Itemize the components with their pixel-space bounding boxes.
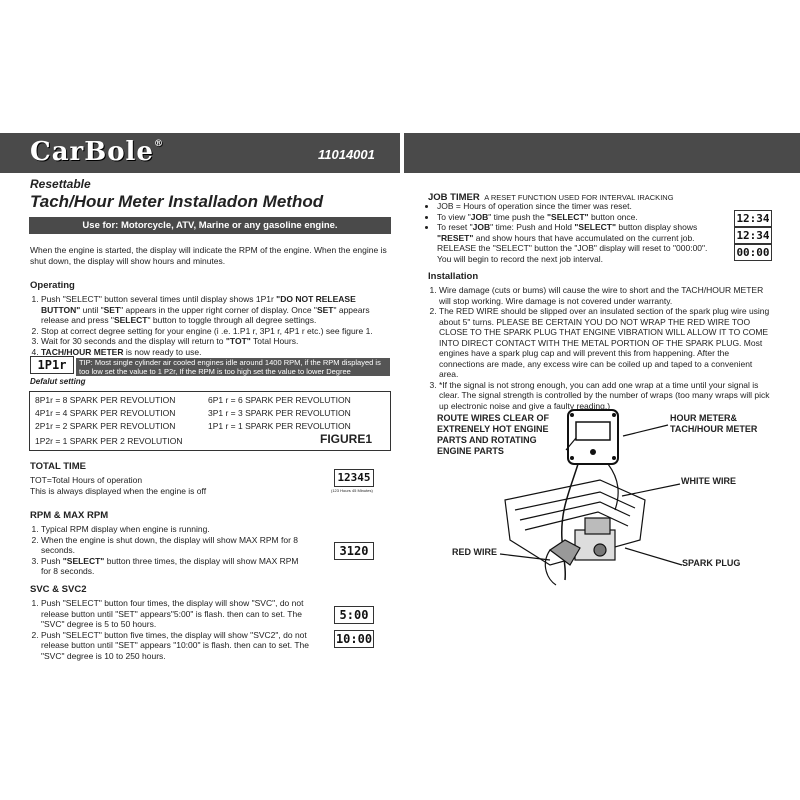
spark-row: 8P1r = 8 SPARK PER REVOLUTION [35,395,176,405]
lcd-rpm: 3120 [334,542,374,560]
hour-meter-label: HOUR METER& TACH/HOUR METER [670,413,758,434]
route-wires-label: ROUTE WIRES CLEAR OF EXTRENELY HOT ENGINE PARTS AND ROTATING ENGINE PARTS [437,413,549,456]
engine-diagram [490,400,690,600]
total-time-line2: This is always displayed when the engine is off [30,486,207,496]
installation-step-3: 3. *If the signal is not strong enough, you can add one wrap at a time until your signal is clear. The signal strength is controlled by the number of wraps (too many wraps will pick up electronic noise and give a faulty reading.) [439,380,773,412]
use-for-bar: Use for: Motorcycle, ATV, Marine or any gasoline engine. [29,217,391,234]
default-setting-label: Defalut setting [30,377,86,386]
operating-step-2: 2. Stop at correct degree setting for your engine (i .e. 1.P1 r, 3P1 r, 4P1 r etc.) see figure 1. [41,326,390,337]
spark-row: 1P2r = 1 SPARK PER 2 REVOLUTION [35,436,183,446]
operating-steps [30,294,390,357]
total-time-line1: TOT=Total Hours of operation [30,475,143,485]
lcd-job2: 12:34 [734,227,772,244]
header-divider [400,133,404,173]
brand-logo: CarBole® [30,137,164,167]
installation-step-1: 1. Wire damage (cuts or bums) will cause the wire to short and the TACH/HOUR METER will stop working. Wire damage is not covered under warranty. [439,285,773,306]
svc-heading: SVC & SVC2 [30,584,87,595]
rpm-step-2: 2. When the engine is shut down, the display will show MAX RPM for 8 seconds. [41,535,300,556]
job-bullet-1: • JOB = Hours of operation since the timer was reset. [437,201,728,212]
lcd-1p1r: 1P1r [30,356,74,374]
spark-plug-arrow [625,548,682,565]
spark-table [29,391,391,451]
page-title: Tach/Hour Meter Installadon Method [30,192,324,211]
white-wire-label: WHITE WIRE [681,476,736,486]
red-wire-arrow [500,554,550,560]
spark-row: 1P1 r = 1 SPARK PER REVOLUTION [208,421,351,431]
operating-step-3: 3. Wait for 30 seconds and the display will return to "TOT" Total Hours. [41,336,390,347]
lcd-job1: 12:34 [734,210,772,227]
spark-row: 2P1r = 2 SPARK PER REVOLUTION [35,421,176,431]
intro-text: When the engine is started, the display will indicate the RPM of the engine. When the engine is shut down, the display will show hours and minutes. [30,245,387,266]
figure-1-label: FIGURE1 [320,432,373,446]
lcd-svc2: 10:00 [335,632,373,646]
model-number: 11014001 [318,147,375,162]
spark-plug-label: SPARK PLUG [682,558,741,568]
operating-heading: Operating [30,280,75,291]
title-line1: Resettable [30,177,91,191]
job-bullets [428,201,728,264]
spark-row: 6P1 r = 6 SPARK PER REVOLUTION [208,395,351,405]
meter-arrow [623,425,668,436]
installation-step-2: 2. The RED WIRE should be slipped over an insulated section of the spark plug wire using about 5" turns. PLEASE BE CERTAIN YOU DO NOT WRAP THE RED WIRE TOO CLOSE TO THE SPARK PLUG THAT ENGINE VIBRATION WILL ALLOW IT TO COME INTO DIRECT CONTACT WITH THE METAL PORTION OF THE SPARK PLUG. Most engines have a spark plug cap and will prevent this from happening. After the connections are made, any excess wire can be coiled up and taped to a convenient area. [439,306,773,380]
installation-heading: Installation [428,271,479,282]
rpm-steps [30,524,300,577]
spark-row: 4P1r = 4 SPARK PER REVOLUTION [35,408,176,418]
total-time-heading: TOTAL TIME [30,461,86,472]
lcd-svc1: 5:00 [334,606,374,624]
rpm-heading: RPM & MAX RPM [30,510,109,521]
rpm-step-1: 1. Typical RPM display when engine is running. [41,524,300,535]
job-timer-heading: JOB TIMER A RESET FUNCTION USED FOR INTERVAL IRACKING [428,192,674,203]
svc-step-1: 1. Push "SELECT" button four times, the display will show "SVC", do not release button until "SET" appears"5:00" is flash. then can to set. The "SVC" degree is 5 to 50 hours. [41,598,322,630]
tip-bar: TIP: Most single cylinder air cooled engines idle around 1400 RPM, if the RPM displayed is too low set the value to 1 P2r, If the RPM is too high set the value to lower Degree [76,358,390,376]
lcd-job3: 00:00 [734,244,772,261]
lcd-total-note: (123 Hours 45 Minutes) [331,488,373,493]
installation-steps [428,285,773,411]
rpm-step-3: 3. Push "SELECT" button three times, the display will show MAX RPM for 8 seconds. [41,556,300,577]
spark-row: 3P1 r = 3 SPARK PER REVOLUTION [208,408,351,418]
svc-steps [30,598,322,661]
job-bullet-3: • To reset "JOB" time: Push and Hold "SELECT" button display shows "RESET" and show hours that have accumulated on the current job. RELEASE the "SELECT" button the "JOB" display will reset to "000:00". You will begin to record the next job interval. [437,222,728,264]
header-bar [0,133,800,173]
red-wire-label: RED WIRE [452,547,497,557]
operating-step-4: 4. TACH/HOUR METER is now ready to use. [41,347,390,358]
svc-step-2: 2. Push "SELECT" button five times, the display will show "SVC2", do not release button until "SET" appears "10:00" is flash. then can to set. The "SVC" degree is 10 to 250 hours. [41,630,322,662]
job-bullet-2: • To view "JOB" time push the "SELECT" button once. [437,212,728,223]
lcd-total-time: 12345 [334,469,374,487]
meter-illustration [568,410,618,464]
operating-step-1: 1. Push "SELECT" button several times until display shows 1P1r "DO NOT RELEASE BUTTON" until "SET" appears in the upper right corner of display. Once "SET" appears release and press "SELECT" button to toggle through all degree settings. [41,294,390,326]
